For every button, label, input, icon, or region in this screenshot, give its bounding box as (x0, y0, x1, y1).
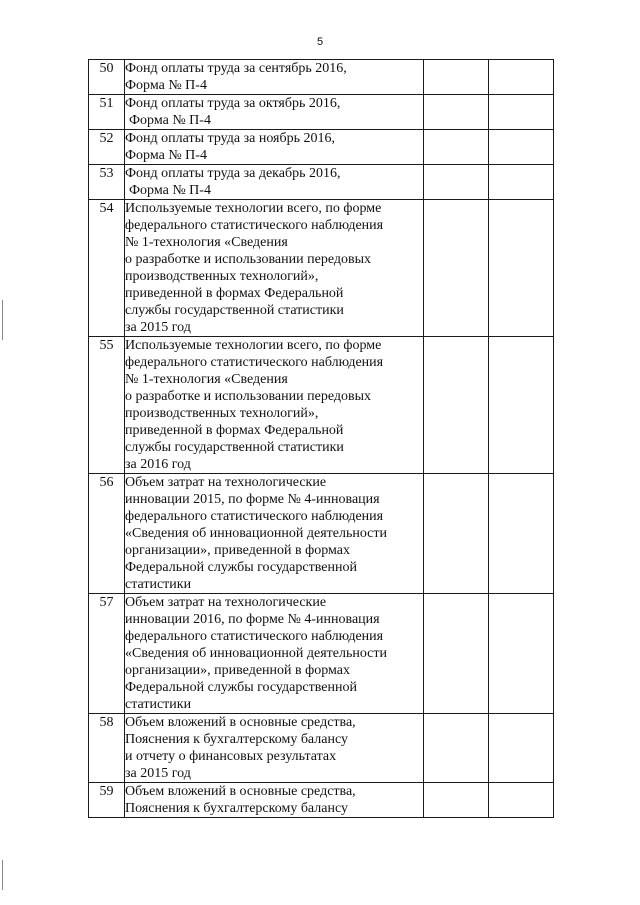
description-line: Фонд оплаты труда за ноябрь 2016, (125, 131, 336, 146)
row-number: 54 (89, 200, 125, 337)
row-description (125, 60, 424, 95)
table-row (89, 783, 554, 818)
indicators-table (88, 59, 554, 818)
row-number: 57 (89, 594, 125, 714)
table-row (89, 474, 554, 594)
row-number: 53 (89, 165, 125, 200)
row-number: 55 (89, 337, 125, 474)
row-description (125, 474, 424, 594)
row-description (125, 165, 424, 200)
page-number: 5 (316, 36, 324, 48)
description-line: за 2015 год (125, 320, 191, 335)
value-cell-1 (424, 783, 489, 818)
value-cell-2 (489, 594, 554, 714)
description-line: Федеральной службы государственной (125, 680, 357, 695)
description-line: № 1-технология «Сведения (125, 372, 288, 387)
value-cell-2 (489, 165, 554, 200)
table-row (89, 165, 554, 200)
description-line: за 2016 год (125, 457, 191, 472)
value-cell-2 (489, 200, 554, 337)
row-description (125, 337, 424, 474)
table-body (89, 60, 554, 818)
description-line: за 2015 год (125, 766, 191, 781)
description-line: Объем затрат на технологические (125, 595, 327, 610)
description-line: о разработке и использовании передовых (125, 389, 371, 404)
table-row (89, 594, 554, 714)
description-line: о разработке и использовании передовых (125, 252, 371, 267)
description-line: Фонд оплаты труда за декабрь 2016, (125, 166, 341, 181)
value-cell-1 (424, 60, 489, 95)
description-line: Используемые технологии всего, по форме (125, 338, 382, 353)
table-row (89, 200, 554, 337)
row-description (125, 594, 424, 714)
description-line: службы государственной статистики (125, 303, 344, 318)
row-number: 51 (89, 95, 125, 130)
value-cell-2 (489, 783, 554, 818)
value-cell-1 (424, 594, 489, 714)
description-line: статистики (125, 697, 192, 712)
table-row (89, 337, 554, 474)
margin-mark (2, 300, 3, 340)
description-line: Фонд оплаты труда за октябрь 2016, (125, 96, 341, 111)
description-line: № 1-технология «Сведения (125, 235, 288, 250)
table-row (89, 714, 554, 783)
description-line: «Сведения об инновационной деятельности (125, 646, 388, 661)
row-number: 58 (89, 714, 125, 783)
description-line: Объем вложений в основные средства, (125, 715, 356, 730)
value-cell-1 (424, 165, 489, 200)
description-line: службы государственной статистики (125, 440, 344, 455)
row-number: 52 (89, 130, 125, 165)
value-cell-1 (424, 130, 489, 165)
value-cell-2 (489, 95, 554, 130)
description-line: Пояснения к бухгалтерскому балансу (125, 801, 348, 816)
description-line: федерального статистического наблюдения (125, 629, 384, 644)
description-line: федерального статистического наблюдения (125, 218, 384, 233)
description-line: производственных технологий», (125, 406, 319, 421)
description-line: Форма № П-4 (125, 148, 207, 163)
row-description (125, 130, 424, 165)
description-line: Фонд оплаты труда за сентябрь 2016, (125, 61, 347, 76)
description-line: Форма № П-4 (129, 183, 211, 198)
description-line: Федеральной службы государственной (125, 560, 357, 575)
description-line: Пояснения к бухгалтерскому балансу (125, 732, 348, 747)
value-cell-2 (489, 130, 554, 165)
description-line: организации», приведенной в формах (125, 663, 350, 678)
value-cell-1 (424, 474, 489, 594)
value-cell-1 (424, 714, 489, 783)
description-line: Объем вложений в основные средства, (125, 784, 356, 799)
table-row (89, 95, 554, 130)
table-row (89, 130, 554, 165)
row-description (125, 95, 424, 130)
description-line: и отчету о финансовых результатах (125, 749, 337, 764)
description-line: Форма № П-4 (129, 113, 211, 128)
description-line: федерального статистического наблюдения (125, 509, 384, 524)
description-line: инновации 2016, по форме № 4-инновация (125, 612, 380, 627)
margin-mark (2, 860, 3, 890)
value-cell-2 (489, 337, 554, 474)
description-line: Используемые технологии всего, по форме (125, 201, 382, 216)
row-number: 56 (89, 474, 125, 594)
value-cell-1 (424, 200, 489, 337)
description-line: статистики (125, 577, 192, 592)
row-number: 59 (89, 783, 125, 818)
description-line: организации», приведенной в формах (125, 543, 350, 558)
description-line: инновации 2015, по форме № 4-инновация (125, 492, 380, 507)
row-description (125, 714, 424, 783)
description-line: производственных технологий», (125, 269, 319, 284)
description-line: «Сведения об инновационной деятельности (125, 526, 388, 541)
value-cell-2 (489, 60, 554, 95)
description-line: Форма № П-4 (125, 78, 207, 93)
row-number: 50 (89, 60, 125, 95)
table-row (89, 60, 554, 95)
value-cell-2 (489, 714, 554, 783)
description-line: приведенной в формах Федеральной (125, 423, 344, 438)
value-cell-1 (424, 95, 489, 130)
row-description (125, 783, 424, 818)
value-cell-2 (489, 474, 554, 594)
row-description (125, 200, 424, 337)
value-cell-1 (424, 337, 489, 474)
description-line: федерального статистического наблюдения (125, 355, 384, 370)
description-line: приведенной в формах Федеральной (125, 286, 344, 301)
description-line: Объем затрат на технологические (125, 475, 327, 490)
